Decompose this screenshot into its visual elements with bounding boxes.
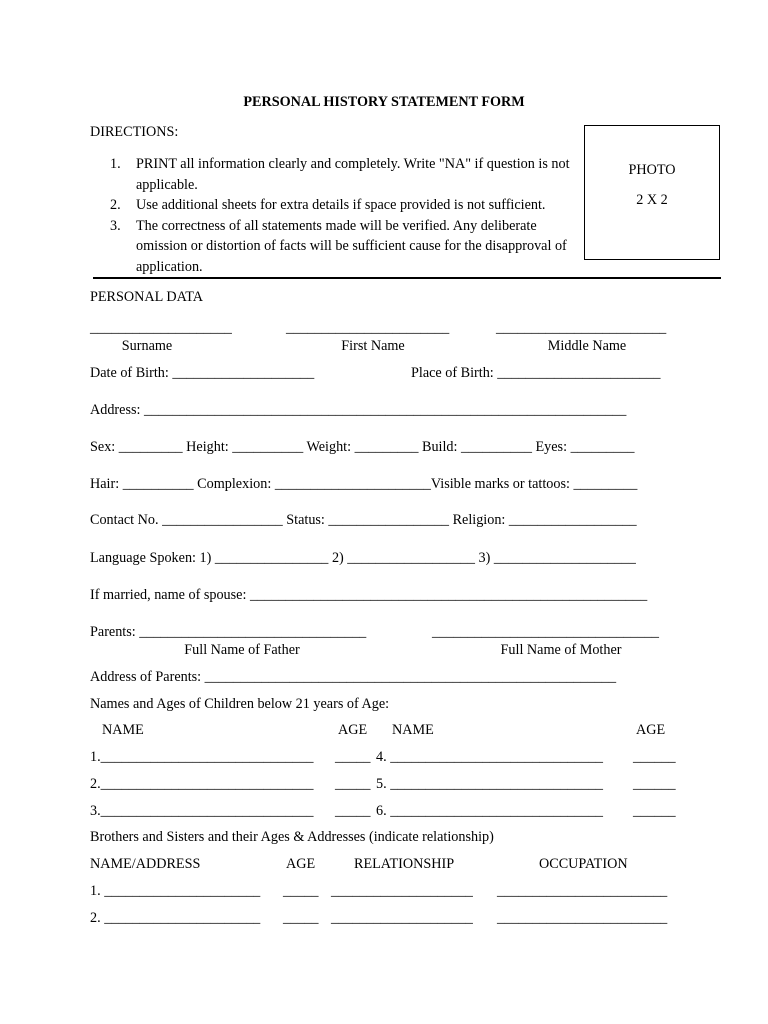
form-title: PERSONAL HISTORY STATEMENT FORM bbox=[243, 94, 525, 110]
direction-number: 3. bbox=[110, 217, 121, 234]
middle-name-caption: Middle Name bbox=[547, 338, 627, 354]
direction-item bbox=[110, 154, 580, 195]
photo-size: 2 X 2 bbox=[636, 192, 668, 208]
child-age-field[interactable]: ______ bbox=[633, 749, 676, 765]
direction-number: 1. bbox=[110, 156, 121, 172]
physical-description-fields[interactable]: Sex: _________ Height: __________ Weight: _________ Build: __________ Eyes: _________ bbox=[90, 439, 635, 455]
siblings-heading: Brothers and Sisters and their Ages & Addresses (indicate relationship) bbox=[90, 829, 494, 845]
direction-text: The correctness of all statements made will be verified. Any deliberate omission or distortion of facts will be sufficient cause for the disapproval of application. bbox=[136, 217, 567, 275]
sibling-name-field[interactable]: 1. ______________________ bbox=[90, 883, 261, 899]
father-name-field[interactable]: Parents: ________________________________ bbox=[90, 624, 367, 640]
directions-heading: DIRECTIONS: bbox=[90, 124, 179, 140]
children-col-age-2: AGE bbox=[636, 722, 666, 738]
children-col-name-2: NAME bbox=[392, 722, 434, 738]
direction-item bbox=[110, 216, 580, 278]
child-name-field[interactable]: 3.______________________________ bbox=[90, 803, 314, 819]
parents-address-field[interactable]: Address of Parents: __________________________________________________________ bbox=[90, 669, 617, 685]
sibling-relationship-field[interactable]: ____________________ bbox=[331, 883, 473, 899]
personal-data-heading: PERSONAL DATA bbox=[90, 289, 204, 305]
sibling-occupation-field[interactable]: ________________________ bbox=[497, 910, 668, 926]
place-of-birth-field[interactable]: Place of Birth: _______________________ bbox=[411, 365, 661, 381]
surname-field[interactable]: ____________________ bbox=[90, 320, 232, 336]
siblings-col-age: AGE bbox=[286, 856, 316, 872]
address-field[interactable]: Address: ____________________________________________________________________ bbox=[90, 402, 627, 418]
father-caption: Full Name of Father bbox=[184, 642, 300, 658]
child-name-field[interactable]: 4. ______________________________ bbox=[376, 749, 603, 765]
child-age-field[interactable]: ______ bbox=[633, 803, 676, 819]
child-age-field[interactable]: _____ bbox=[335, 749, 371, 765]
surname-caption: Surname bbox=[121, 338, 173, 354]
child-age-field[interactable]: _____ bbox=[335, 776, 371, 792]
children-col-age: AGE bbox=[338, 722, 368, 738]
spouse-field[interactable]: If married, name of spouse: ________________________________________________________ bbox=[90, 587, 648, 603]
sibling-relationship-field[interactable]: ____________________ bbox=[331, 910, 473, 926]
first-name-caption: First Name bbox=[341, 338, 405, 354]
middle-name-field[interactable]: ________________________ bbox=[496, 320, 667, 336]
child-age-field[interactable]: _____ bbox=[335, 803, 371, 819]
siblings-col-name: NAME/ADDRESS bbox=[90, 856, 201, 872]
language-fields[interactable]: Language Spoken: 1) ________________ 2) __________________ 3) ____________________ bbox=[90, 550, 636, 566]
hair-complexion-fields[interactable]: Hair: __________ Complexion: ______________________Visible marks or tattoos: _________ bbox=[90, 476, 638, 492]
sibling-occupation-field[interactable]: ________________________ bbox=[497, 883, 668, 899]
sibling-name-field[interactable]: 2. ______________________ bbox=[90, 910, 261, 926]
direction-text: PRINT all information clearly and completely. Write "NA" if question is not applicable. bbox=[136, 156, 570, 193]
divider-line bbox=[93, 277, 721, 279]
photo-label: PHOTO bbox=[628, 162, 676, 178]
child-name-field[interactable]: 2.______________________________ bbox=[90, 776, 314, 792]
direction-item bbox=[110, 195, 580, 216]
directions-list bbox=[110, 154, 580, 277]
siblings-col-relationship: RELATIONSHIP bbox=[354, 856, 455, 872]
child-name-field[interactable]: 1.______________________________ bbox=[90, 749, 314, 765]
contact-status-religion-fields[interactable]: Contact No. _________________ Status: _________________ Religion: __________________ bbox=[90, 512, 637, 528]
child-name-field[interactable]: 5. ______________________________ bbox=[376, 776, 603, 792]
children-heading: Names and Ages of Children below 21 years of Age: bbox=[90, 696, 390, 712]
mother-caption: Full Name of Mother bbox=[500, 642, 622, 658]
date-of-birth-field[interactable]: Date of Birth: ____________________ bbox=[90, 365, 315, 381]
direction-text: Use additional sheets for extra details if space provided is not sufficient. bbox=[136, 197, 546, 213]
mother-name-field[interactable]: ________________________________ bbox=[432, 624, 659, 640]
child-age-field[interactable]: ______ bbox=[633, 776, 676, 792]
children-col-name: NAME bbox=[102, 722, 144, 738]
first-name-field[interactable]: _______________________ bbox=[286, 320, 450, 336]
sibling-age-field[interactable]: _____ bbox=[283, 883, 319, 899]
child-name-field[interactable]: 6. ______________________________ bbox=[376, 803, 603, 819]
direction-number: 2. bbox=[110, 197, 121, 213]
sibling-age-field[interactable]: _____ bbox=[283, 910, 319, 926]
photo-box bbox=[584, 125, 720, 260]
siblings-col-occupation: OCCUPATION bbox=[539, 856, 628, 872]
